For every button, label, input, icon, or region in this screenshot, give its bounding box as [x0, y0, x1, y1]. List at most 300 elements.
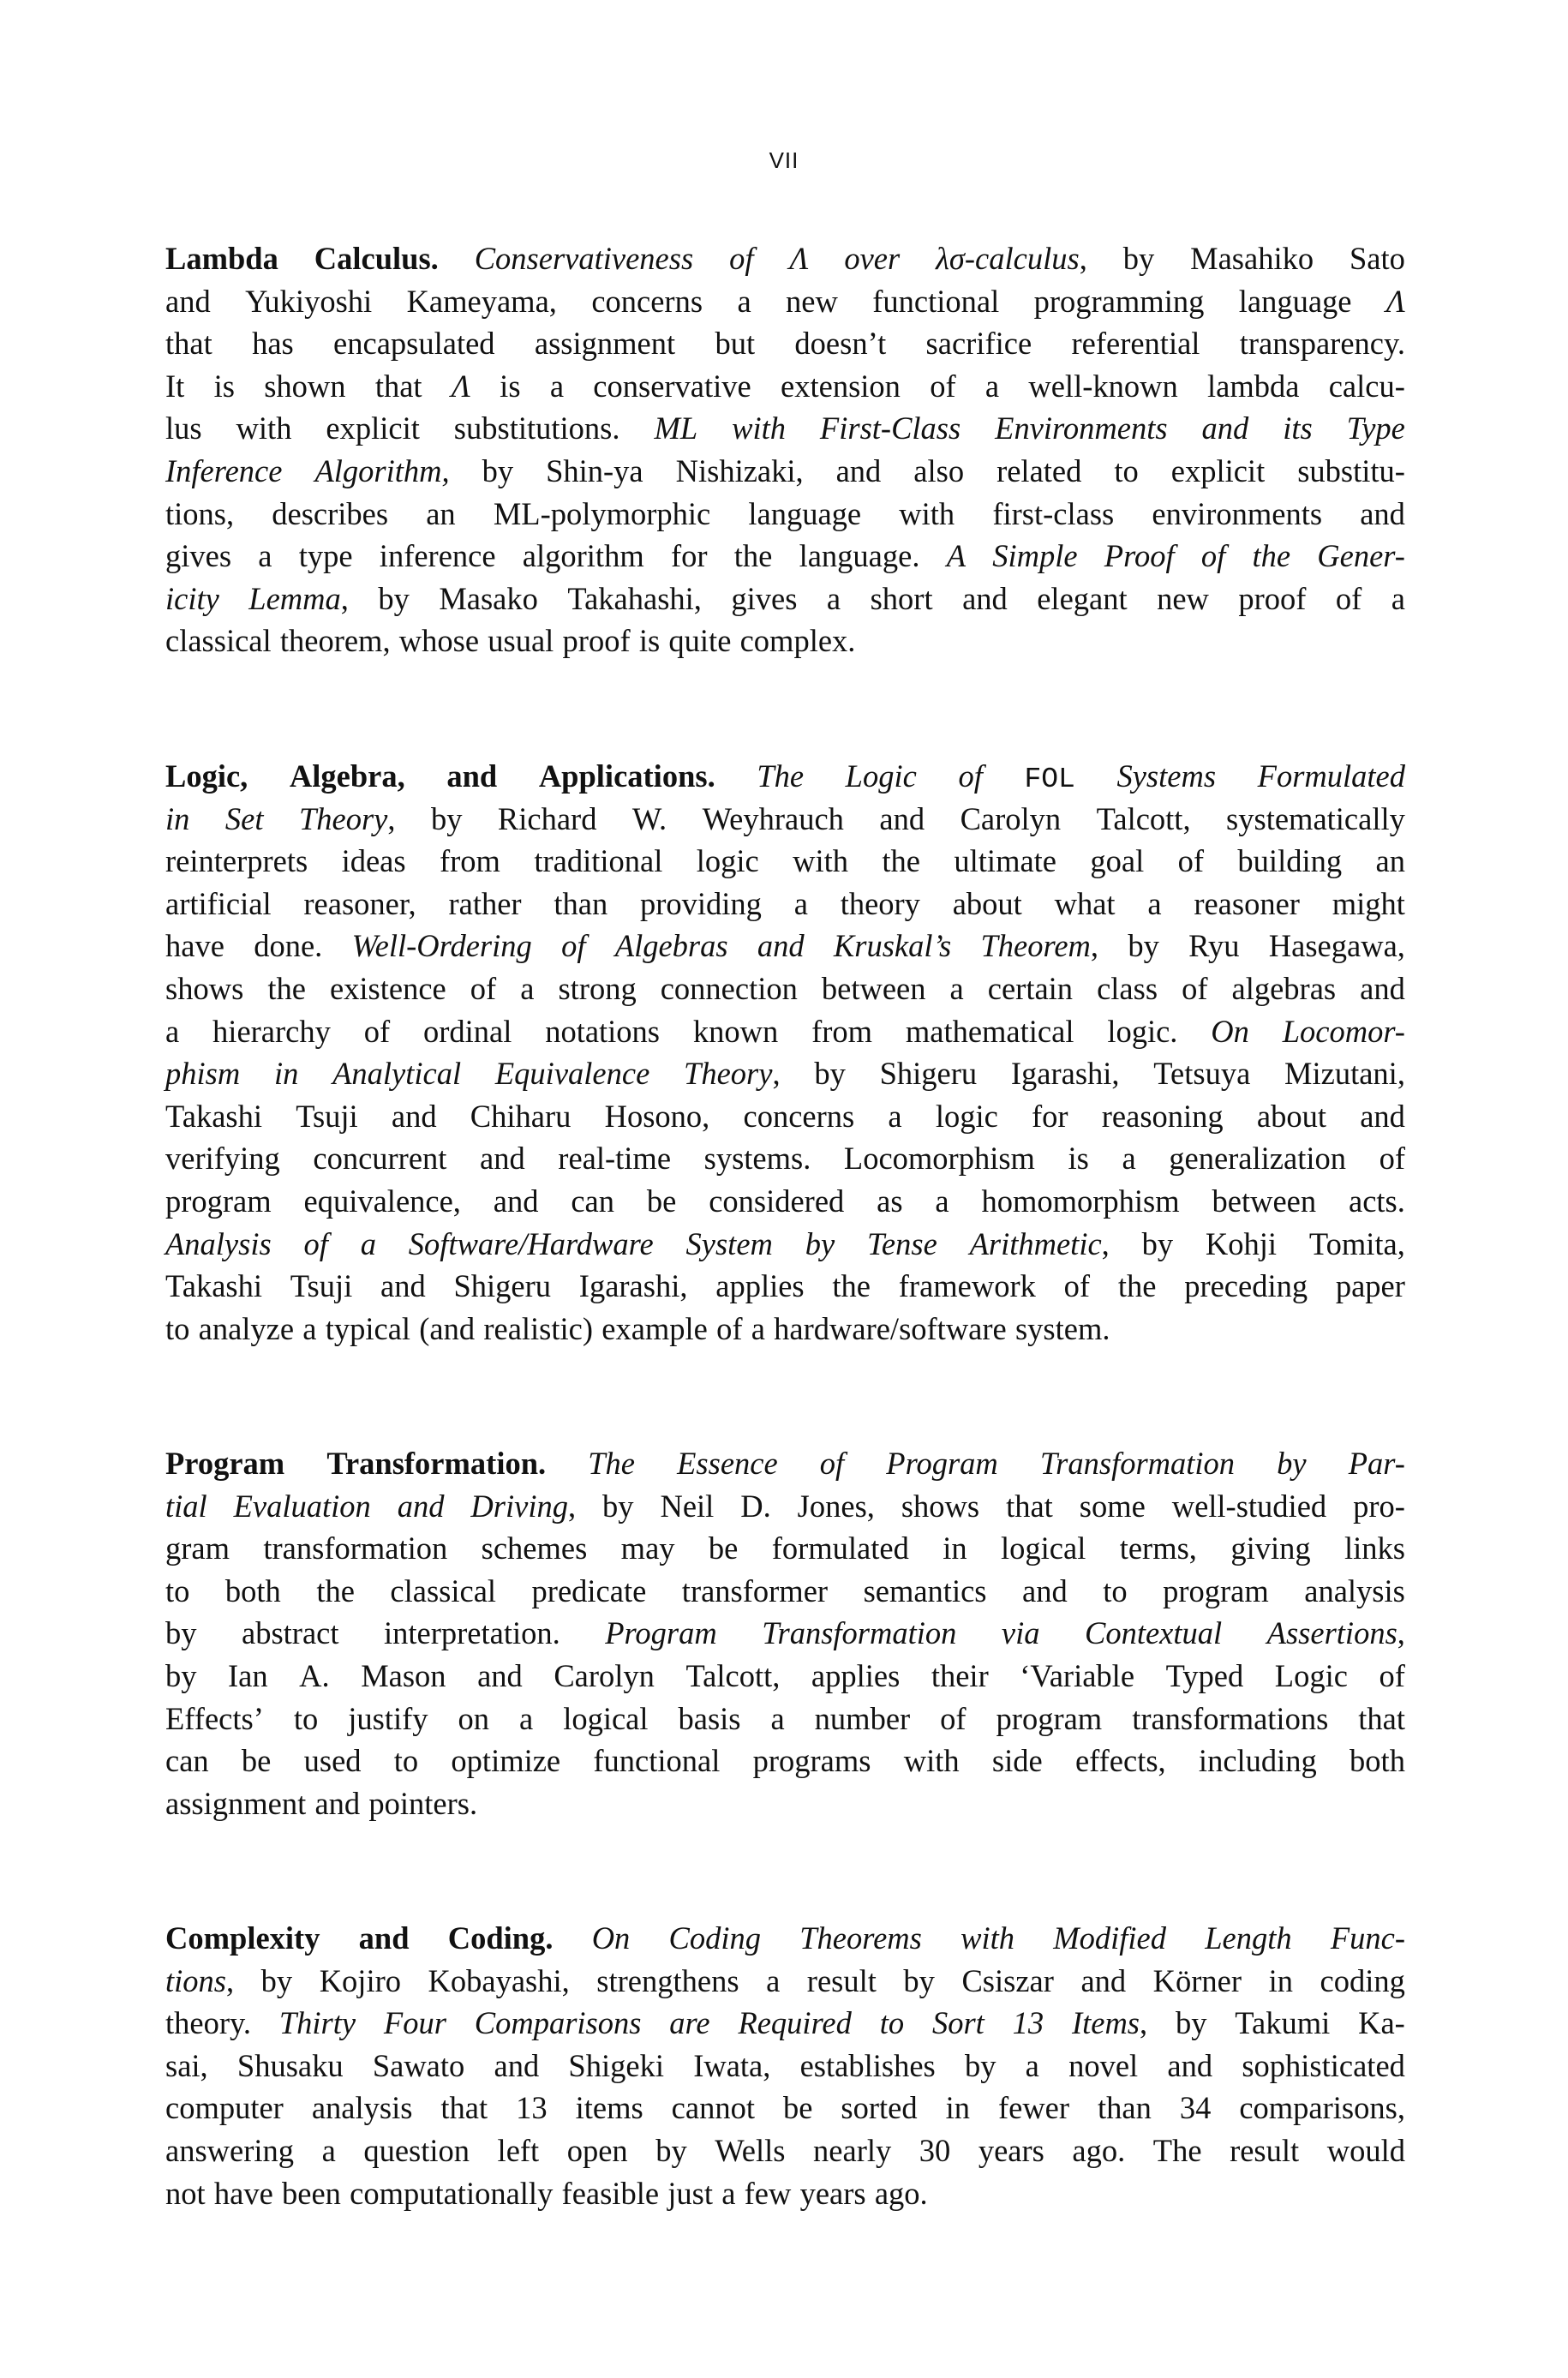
word [165, 2129, 294, 2172]
word [165, 1442, 284, 1485]
paper-title: Thirty [278, 2005, 356, 2041]
body-text: Talcott, [1096, 800, 1191, 836]
word [242, 1612, 339, 1655]
word [320, 1960, 401, 2003]
word [1238, 578, 1306, 620]
body-text: is [638, 623, 661, 659]
word [1147, 883, 1161, 925]
body-text: a [793, 885, 808, 921]
word [363, 2129, 470, 2172]
body-text: Igarashi, [1010, 1056, 1120, 1092]
body-text: and [493, 1183, 539, 1219]
word [774, 1308, 1007, 1351]
body-text: items [575, 2090, 643, 2126]
word [1024, 755, 1074, 801]
word [520, 967, 534, 1010]
word [693, 2045, 770, 2087]
word [322, 2129, 336, 2172]
word [588, 1442, 635, 1485]
body-text: well-studied [1171, 1488, 1327, 1524]
word [1360, 967, 1405, 1010]
word [677, 1442, 778, 1485]
body-text: Effects’ [165, 1700, 264, 1736]
word [494, 493, 710, 536]
text-line [165, 1137, 1405, 1180]
word [348, 1698, 428, 1740]
body-text: A. [299, 1657, 330, 1693]
body-text: The [1152, 2132, 1202, 2168]
text-line [165, 578, 1405, 620]
body-text: program [165, 1183, 272, 1219]
body-text: pointers. [368, 1785, 478, 1821]
page-number: VII [769, 147, 799, 173]
word [350, 2172, 553, 2215]
word [333, 322, 495, 365]
word [1391, 578, 1405, 620]
word [985, 365, 999, 408]
word [1102, 1095, 1224, 1138]
word [799, 535, 920, 578]
word [880, 1052, 978, 1095]
word [558, 967, 636, 1010]
word [954, 840, 1056, 883]
body-text: of [1379, 1141, 1405, 1177]
body-text: not [165, 2175, 206, 2211]
body-text: sophisticated [1242, 2047, 1405, 2083]
word [1167, 2045, 1212, 2087]
body-text: the [733, 538, 773, 574]
word [439, 578, 538, 620]
text-line [165, 407, 1405, 450]
body-text: realistic) [483, 1310, 594, 1346]
body-text: be [241, 1743, 272, 1779]
word [1258, 755, 1405, 801]
text-line [165, 1527, 1405, 1570]
word [494, 2045, 540, 2087]
text-line [165, 1570, 1405, 1613]
word [846, 755, 917, 801]
word [1037, 578, 1127, 620]
word [392, 1095, 437, 1138]
body-text: both [1350, 1743, 1405, 1779]
body-text: by [482, 452, 514, 488]
paper-title: First-Class [819, 410, 961, 446]
paper-title: Gener- [1317, 538, 1405, 574]
body-text: result [806, 1962, 877, 1998]
word [721, 2172, 735, 2215]
word [165, 493, 234, 536]
section-heading: Program [165, 1446, 285, 1481]
paper-title: Theorems [799, 1920, 922, 1956]
word [1376, 840, 1405, 883]
body-text: , [1101, 1225, 1110, 1261]
word [1211, 1010, 1249, 1053]
word [935, 1180, 949, 1223]
word [165, 1782, 306, 1825]
word [647, 1180, 676, 1223]
word [431, 798, 463, 841]
word [834, 925, 951, 967]
word [660, 1485, 714, 1528]
body-text: Takashi [165, 1098, 262, 1134]
word [165, 1265, 262, 1308]
body-text: from [439, 843, 500, 879]
word [996, 450, 1081, 493]
body-text: a [935, 1183, 949, 1219]
body-text: by [378, 580, 410, 616]
body-text: inference [379, 538, 496, 574]
paper-title: Analytical [332, 1056, 462, 1092]
paper-title: Systems [1116, 758, 1217, 794]
body-text: environments [1152, 495, 1323, 531]
paper-title: Coding [668, 1920, 762, 1956]
word [1034, 280, 1205, 323]
word [1022, 1570, 1068, 1613]
word [546, 450, 643, 493]
word [234, 1485, 371, 1528]
word [913, 450, 964, 493]
word [571, 1180, 614, 1223]
word [448, 883, 521, 925]
word [704, 1137, 811, 1180]
body-text: ago. [874, 2175, 928, 2211]
body-text: Tomita, [1308, 1225, 1405, 1261]
word [380, 535, 496, 578]
paper-title: Lemma [248, 580, 341, 616]
paper-title: Logic [845, 758, 917, 794]
word [805, 1223, 835, 1266]
body-text: by [1128, 928, 1159, 964]
body-text: Tsuji [296, 1098, 358, 1134]
body-text: can [165, 1743, 209, 1779]
word [669, 1917, 762, 1960]
paper-title: Transformation [1039, 1446, 1236, 1481]
paper-title: Software/Hardware [408, 1225, 654, 1261]
word [451, 1740, 560, 1782]
word [926, 322, 1032, 365]
word [667, 2172, 713, 2215]
word [1283, 407, 1313, 450]
paper-title: Four [383, 2005, 446, 2041]
body-text: the [316, 1572, 355, 1608]
word [1207, 365, 1299, 408]
body-text: Shigeru [453, 1268, 552, 1304]
body-text: is [1068, 1141, 1089, 1177]
paper-title: The [757, 758, 805, 794]
word [495, 1052, 649, 1095]
word [165, 1960, 234, 2003]
word [1267, 1612, 1405, 1655]
word [738, 2002, 851, 2045]
word [326, 407, 419, 450]
word [302, 1308, 316, 1351]
word [1206, 1223, 1277, 1266]
word [1118, 1265, 1157, 1308]
word [961, 1960, 1053, 2003]
word [237, 2045, 344, 2087]
word [807, 1960, 877, 2003]
word [470, 1485, 576, 1528]
body-text: Takashi [165, 1268, 262, 1304]
body-text: new [786, 283, 838, 319]
word [165, 755, 248, 801]
word [906, 1010, 1074, 1053]
word [1212, 1180, 1317, 1223]
body-text: , [340, 580, 349, 616]
word [1235, 2002, 1330, 2045]
body-text: in [945, 2090, 970, 2126]
text-line [165, 1308, 1405, 1351]
body-text: of [1063, 1268, 1091, 1304]
body-text: done. [254, 928, 323, 964]
word [1336, 1265, 1405, 1308]
word [1068, 1137, 1089, 1180]
paper-title: Modified [1053, 1920, 1166, 1956]
body-text: 34 [1179, 2090, 1212, 2126]
word [165, 967, 243, 1010]
body-text: explicit [326, 410, 420, 446]
body-text: a [751, 1310, 765, 1346]
body-text: verifying [165, 1141, 280, 1177]
section-heading: Calculus. [314, 241, 439, 276]
paper-title: over [844, 241, 901, 276]
word [745, 2172, 792, 2215]
paper-title: Program [605, 1615, 717, 1651]
word [409, 1223, 654, 1266]
body-text: answering [165, 2132, 295, 2168]
body-text: analyze [198, 1310, 295, 1346]
body-text: concerns [743, 1098, 855, 1134]
body-text: to [165, 1310, 190, 1346]
body-text: example [601, 1310, 708, 1346]
word [399, 620, 479, 662]
body-text: to [1114, 452, 1139, 488]
word [254, 925, 322, 967]
body-text: formulated [771, 1530, 909, 1566]
word [1230, 1527, 1310, 1570]
body-text: optimize [451, 1743, 561, 1779]
body-text: effects, [1074, 1743, 1166, 1779]
body-text: Yukiyoshi [245, 283, 373, 319]
word [962, 578, 1008, 620]
word [488, 620, 554, 662]
body-text: pro- [1353, 1488, 1405, 1524]
body-text: preceding [1184, 1268, 1308, 1304]
word [304, 1180, 461, 1223]
word [1055, 883, 1116, 925]
body-text: providing [639, 885, 762, 921]
body-text: that [1006, 1488, 1053, 1524]
body-text: , [1079, 241, 1087, 276]
body-text: Kameyama, [406, 283, 557, 319]
body-text: have [165, 928, 224, 964]
word [1336, 578, 1362, 620]
word [568, 2045, 664, 2087]
text-line [165, 620, 1405, 662]
paper-title: Theorem [980, 928, 1091, 964]
word [1178, 840, 1204, 883]
word [841, 883, 920, 925]
word [1068, 2045, 1138, 2087]
word [992, 1740, 1043, 1782]
word [947, 535, 966, 578]
body-text: ML-polymorphic [493, 495, 711, 531]
body-text: a [888, 1098, 902, 1134]
body-text: real-time [558, 1141, 672, 1177]
body-text: D. [740, 1488, 771, 1524]
body-text: related [996, 452, 1082, 488]
paper-title: are [669, 2005, 710, 2041]
word [440, 840, 500, 883]
body-text: logic. [1107, 1013, 1178, 1049]
body-text: gram [165, 1530, 230, 1566]
word [165, 2087, 284, 2129]
body-text: Typed [1165, 1657, 1244, 1693]
body-text: be [708, 1530, 739, 1566]
word [786, 280, 838, 323]
paper-title: Items [1071, 2005, 1140, 2041]
body-text: the [832, 1268, 871, 1304]
word [668, 620, 731, 662]
body-text: interpretation. [384, 1615, 560, 1651]
body-text: Sato [1350, 241, 1405, 276]
body-text: short [870, 580, 933, 616]
section-heading: Complexity [165, 1920, 320, 1956]
word [452, 365, 470, 408]
word [794, 883, 808, 925]
word [550, 365, 564, 408]
paper-title: Assertions [1266, 1615, 1397, 1651]
word [1205, 1917, 1291, 1960]
word [378, 578, 410, 620]
body-text: traditional [534, 843, 663, 879]
paper-title: Conservativeness [474, 241, 694, 276]
word [483, 1308, 593, 1351]
body-text: first-class [992, 495, 1115, 531]
word [1097, 967, 1158, 1010]
body-text: nearly [813, 2132, 892, 2168]
word [303, 883, 416, 925]
word [1350, 1740, 1405, 1782]
body-text: rather [448, 885, 522, 921]
body-text: that [374, 368, 422, 404]
body-text: Chiharu [470, 1098, 572, 1134]
body-text: about [952, 885, 1022, 921]
word [1386, 280, 1405, 323]
paper-title: Program [886, 1446, 998, 1481]
paper-title: Formulated [1257, 758, 1405, 794]
body-text: Richard [497, 800, 597, 836]
paper-title: Driving [470, 1488, 568, 1524]
body-text: may [620, 1530, 675, 1566]
body-text: strengthens [596, 1962, 739, 1998]
body-text: Talcott, [685, 1657, 781, 1693]
body-text: systematically [1226, 800, 1405, 836]
body-text: both [224, 1572, 281, 1608]
paper-title: tions [165, 1962, 226, 1998]
body-text: Neil [660, 1488, 715, 1524]
text-line [165, 280, 1405, 323]
paper-title: with [961, 1920, 1014, 1956]
word [199, 1308, 294, 1351]
body-text: predicate [531, 1572, 647, 1608]
word [165, 1137, 280, 1180]
word [1157, 578, 1209, 620]
paper-title: Func- [1330, 1920, 1405, 1956]
body-text: by [1141, 1225, 1174, 1261]
body-text: theorem, [279, 623, 391, 659]
body-text: is [500, 368, 521, 404]
body-text: considered [709, 1183, 845, 1219]
word [684, 1052, 781, 1095]
word [165, 798, 189, 841]
paper-title: Length [1205, 1920, 1292, 1956]
word [165, 407, 202, 450]
word [1085, 1612, 1222, 1655]
body-text: cannot [671, 2090, 755, 2126]
body-text: and [1022, 1572, 1068, 1608]
word [299, 798, 396, 841]
word [398, 1485, 445, 1528]
body-text: with [899, 495, 955, 531]
word [299, 1655, 329, 1698]
body-text: Shigeki [568, 2047, 664, 2083]
body-text: hardware/software [774, 1310, 1007, 1346]
body-text: in [1268, 1962, 1293, 1998]
word [1026, 2045, 1039, 2087]
paper-title: ML [654, 410, 698, 446]
word [654, 407, 697, 450]
text-line [165, 1917, 1405, 1960]
body-text: transformations [1132, 1700, 1329, 1736]
word [407, 280, 557, 323]
body-text: hierarchy [212, 1013, 331, 1049]
word [380, 1265, 426, 1308]
body-text: can [571, 1183, 615, 1219]
word [1166, 1655, 1244, 1698]
body-text: Jones, [797, 1488, 875, 1524]
word [1071, 322, 1200, 365]
paper-title: and [757, 928, 805, 964]
word [832, 1265, 871, 1308]
body-text: proof [1238, 580, 1307, 616]
body-text: program [1163, 1572, 1269, 1608]
body-text: new [1157, 580, 1209, 616]
word [475, 2002, 642, 2045]
paper-title: Inference [165, 452, 283, 488]
body-text: artificial [165, 885, 272, 921]
word [165, 1655, 197, 1698]
body-text: Shigeru [879, 1056, 978, 1092]
body-text: of [1335, 580, 1362, 616]
body-text: system. [1014, 1310, 1110, 1346]
body-text: by [964, 2047, 996, 2083]
word [995, 407, 1167, 450]
word [165, 450, 282, 493]
body-text: Ian [228, 1657, 268, 1693]
body-text: just [667, 2175, 714, 2211]
word [1284, 1052, 1405, 1095]
paper-title: Kruskal’s [833, 928, 952, 964]
word [1169, 1137, 1346, 1180]
body-text: Carolyn [554, 1657, 655, 1693]
word [703, 798, 844, 841]
word [605, 1095, 710, 1138]
word [1360, 1095, 1405, 1138]
text-line [165, 883, 1405, 925]
body-text: encapsulated [333, 326, 495, 362]
word [314, 1782, 360, 1825]
